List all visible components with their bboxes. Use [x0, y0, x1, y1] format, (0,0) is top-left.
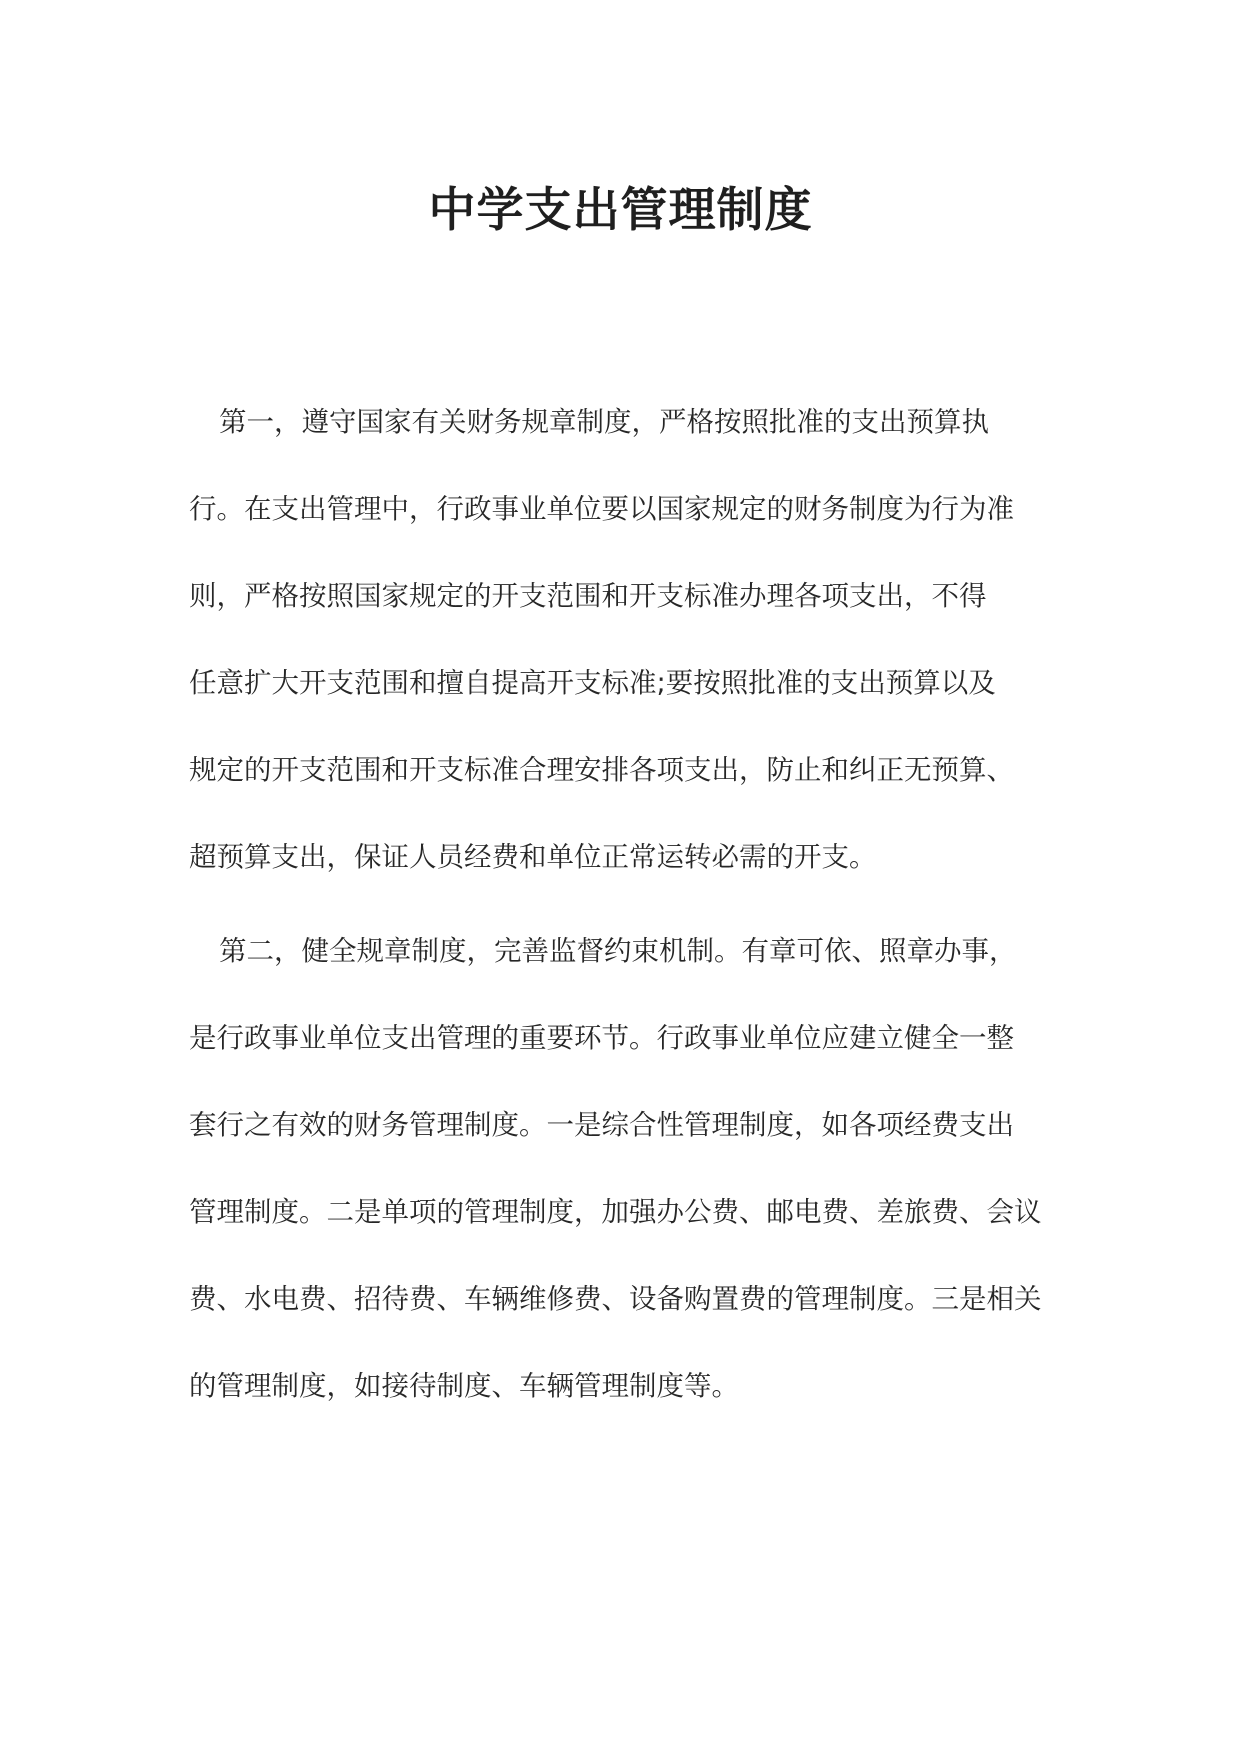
paragraph-line: 套行之有效的财务管理制度。一是综合性管理制度，如各项经费支出 — [189, 1109, 1014, 1141]
paragraph-line: 行。在支出管理中，行政事业单位要以国家规定的财务制度为行为准 — [189, 493, 1014, 525]
paragraph-line: 任意扩大开支范围和擅自提高开支标准;要按照批准的支出预算以及 — [189, 667, 996, 699]
paragraph-line: 第一，遵守国家有关财务规章制度，严格按照批准的支出预算执 — [219, 406, 989, 438]
paragraph-line: 第二，健全规章制度，完善监督约束机制。有章可依、照章办事， — [219, 935, 1017, 967]
paragraph-line: 则，严格按照国家规定的开支范围和开支标准办理各项支出，不得 — [189, 580, 987, 612]
paragraph-line: 规定的开支范围和开支标准合理安排各项支出，防止和纠正无预算、 — [189, 754, 1014, 786]
paragraph-line: 是行政事业单位支出管理的重要环节。行政事业单位应建立健全一整 — [189, 1022, 1014, 1054]
paragraph-line: 管理制度。二是单项的管理制度，加强办公费、邮电费、差旅费、会议 — [189, 1196, 1042, 1228]
paragraph-line: 的管理制度，如接待制度、车辆管理制度等。 — [189, 1370, 739, 1402]
paragraph-line: 费、水电费、招待费、车辆维修费、设备购置费的管理制度。三是相关 — [189, 1283, 1042, 1315]
paragraph-line: 超预算支出，保证人员经费和单位正常运转必需的开支。 — [189, 841, 877, 873]
document-title: 中学支出管理制度 — [428, 183, 813, 238]
